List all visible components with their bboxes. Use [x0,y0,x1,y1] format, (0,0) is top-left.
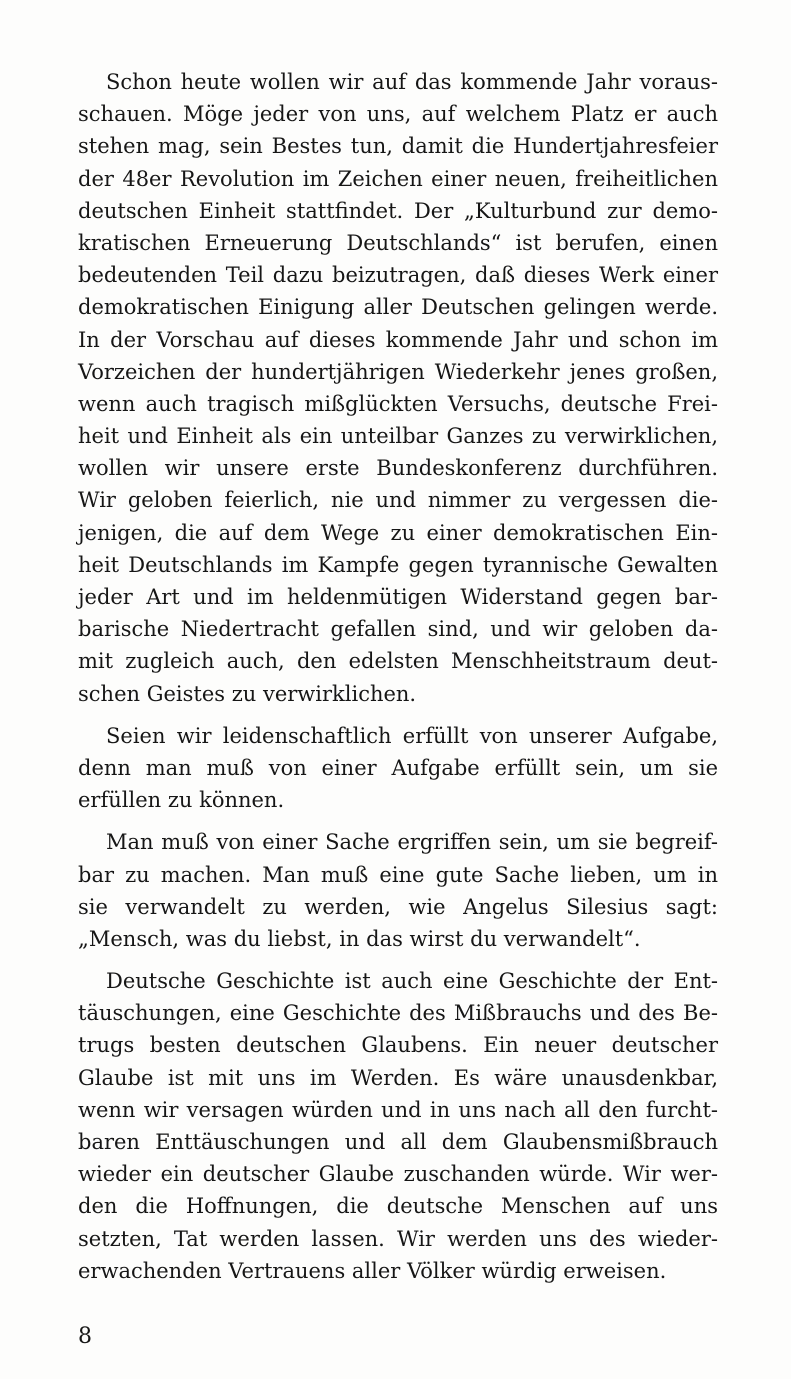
text-line: stehen mag, sein Bestes tun, damit die Hundertjahresfeier [78,134,718,159]
text-line: jenigen, die auf dem Wege zu einer demokratischen Ein- [78,520,718,545]
text-line: kratischen Erneuerung Deutschlands“ ist berufen, einen [78,230,718,255]
paragraph-2 [78,720,718,817]
text-line: jeder Art und im heldenmütigen Widerstand gegen bar- [78,585,718,609]
text-line: Seien wir leidenschaftlich erfüllt von unserer Aufgabe, [106,723,718,748]
text-line: Glaube ist mit uns im Werden. Es wäre unausdenkbar, [78,1065,718,1090]
text-line: baren Enttäuschungen und all dem Glaubensmißbrauch [78,1130,718,1154]
text-line: demokratischen Einigung aller Deutschen gelingen werde. [78,295,718,320]
text-line: schen Geistes zu verwirklichen. [78,681,417,706]
text-line: barische Niedertracht gefallen sind, und wir geloben da- [78,617,718,642]
text-line: Man muß von einer Sache ergriffen sein, um sie begreif- [106,830,718,855]
text-line: Vorzeichen der hundertjährigen Wiederkehr jenes großen, [78,359,718,384]
text-line: bedeutenden Teil dazu beizutragen, daß dieses Werk einer [78,263,718,288]
text-line: mit zugleich auch, den edelsten Menschheitstraum deut- [78,649,718,674]
text-line: Wir geloben feierlich, nie und nimmer zu vergessen die- [78,488,718,513]
text-line: Deutsche Geschichte ist auch eine Geschichte der Ent- [106,969,718,994]
text-line: heit und Einheit als ein unteilbar Ganzes zu verwirklichen, [78,424,718,449]
paragraph-3 [78,826,718,955]
text-line: erwachenden Vertrauens aller Völker würdig erweisen. [78,1258,667,1283]
text-line: erfüllen zu können. [78,788,285,813]
text-line: Schon heute wollen wir auf das kommende Jahr voraus- [106,70,718,94]
text-line: wenn auch tragisch mißglückten Versuchs, deutsche Frei- [78,391,718,416]
text-line: schauen. Möge jeder von uns, auf welchem Platz er auch [78,102,718,127]
text-line: denn man muß von einer Aufgabe erfüllt sein, um sie [78,755,718,780]
text-line: täuschungen, eine Geschichte des Mißbrauchs und des Be- [78,1001,718,1026]
text-line: trugs besten deutschen Glaubens. Ein neuer deutscher [78,1033,718,1058]
paragraph-1 [78,66,718,710]
text-line: setzten, Tat werden lassen. Wir werden uns des wieder- [78,1226,718,1251]
text-line: wollen wir unsere erste Bundeskonferenz durchführen. [78,456,718,481]
text-line: bar zu machen. Man muß eine gute Sache lieben, um in [78,862,718,887]
text-line: wieder ein deutscher Glaube zuschanden würde. Wir wer- [78,1162,718,1187]
text-line: heit Deutschlands im Kampfe gegen tyrannische Gewalten [78,552,718,577]
text-line: sie verwandelt zu werden, wie Angelus Silesius sagt: [78,894,718,919]
body-text [78,66,718,1297]
text-line: den die Hoffnungen, die deutsche Menschen auf uns [78,1194,718,1219]
text-line: deutschen Einheit stattfindet. Der „Kulturbund zur demo- [78,198,718,223]
paragraph-4 [78,965,718,1287]
text-line: „Mensch, was du liebst, in das wirst du verwandelt“. [78,926,641,951]
text-line: wenn wir versagen würden und in uns nach all den furcht- [78,1097,718,1122]
text-line: In der Vorschau auf dieses kommende Jahr und schon im [78,327,718,352]
text-line: der 48er Revolution im Zeichen einer neuen, freiheitlichen [78,166,718,191]
page-number: 8 [78,1324,92,1349]
